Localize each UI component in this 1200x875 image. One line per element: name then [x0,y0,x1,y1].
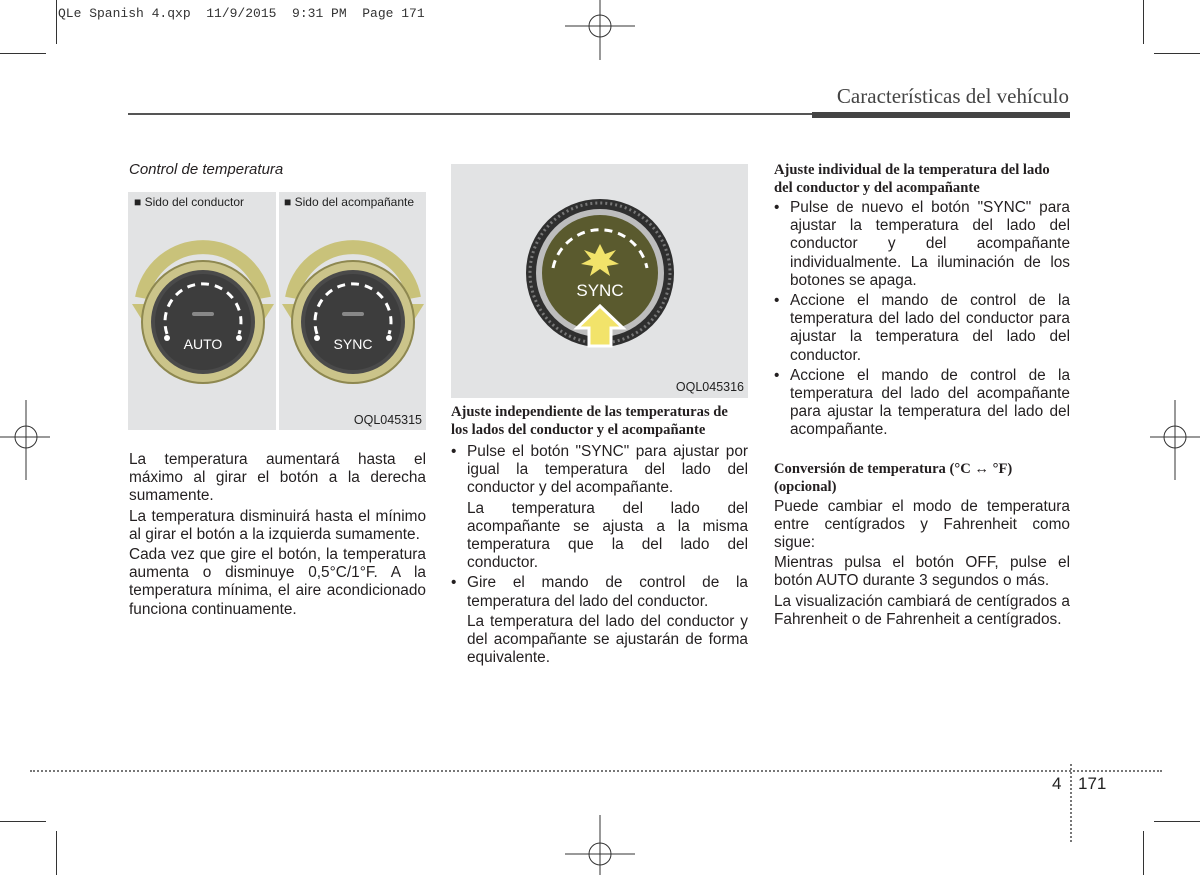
column-3-body [774,161,1070,631]
chapter-number: 4 [1052,774,1062,793]
paragraph: La visualización cambiará de centígrados a Fahrenheit o de Fahrenheit a centígrados. [774,592,1070,628]
knob-driver [132,234,274,394]
subsection-heading: Ajuste individual de la temperatura del lado del conductor y del acompañante [774,162,1050,196]
paragraph: La temperatura aumentará hasta el máximo al girar el botón a la derecha sumamente. [129,451,426,505]
square-bullet-icon: ■ [284,195,292,209]
paragraph: La temperatura disminuirá hasta el mínimo al girar el botón a la izquierda sumamente. [129,507,426,543]
section-title: Control de temperatura [129,161,284,178]
column-1 [129,161,426,187]
registration-mark-right [1150,400,1200,480]
figure-code: OQL045315 [353,413,422,427]
figure-label-driver: ■ Sido del conductor [134,195,244,209]
paragraph: Mientras pulsa el botón OFF, pulse el botón AUTO durante 3 segundos o más. [774,554,1070,590]
bullet-item: • Accione el mando de control de la temperatura del lado del acompañante para ajustar la temperatura del lado del acompañante. [774,367,1070,440]
bullet-item: • Pulse de nuevo el botón "SYNC" para ajustar la temperatura del lado del conductor y del acompañante individualmente. La iluminación de los botones se apaga. [774,199,1070,290]
figure-code: OQL045316 [675,380,744,394]
footer-separator [1070,764,1072,842]
square-bullet-icon: ■ [134,195,142,209]
sync-knob-label: SYNC [576,281,624,300]
subsection-heading: Conversión de temperatura (°C ↔ °F) (opcional) [774,460,1013,495]
page-number: 171 [1078,774,1107,793]
figure-temperature-knobs [128,192,426,430]
bullet-continuation: La temperatura del lado del acompañante se ajusta a la misma temperatura que la del lado del conductor. [467,499,748,572]
column-2-body [451,403,748,669]
registration-mark-bottom [565,815,635,875]
bullet-item: • Accione el mando de control de la temperatura del lado del conductor para ajustar la temperatura del lado del conductor. [774,292,1070,365]
knob-passenger [282,234,424,394]
bullet-continuation: La temperatura del lado del conductor y del acompañante se ajustarán de forma equivalente. [467,612,748,667]
paragraph: Puede cambiar el modo de temperatura entre centígrados y Fahrenheit como sigue: [774,497,1070,552]
running-header-title: Características del vehículo [836,84,1069,108]
paragraph: Cada vez que gire el botón, la temperatura aumenta o disminuye 0,5°C/1°F. A la temperatura mínima, el aire acondicionado funciona continuamente. [129,546,426,618]
figure-label-passenger: ■ Sido del acompañante [284,195,415,209]
registration-mark-top [565,0,635,60]
bullet-item: • Pulse el botón "SYNC" para ajustar por igual la temperatura del lado del conductor y del acompañante. [451,443,748,498]
column-1-body [129,451,426,621]
registration-mark-left [0,400,50,480]
printer-slug: QLe Spanish 4.qxp 11/9/2015 9:31 PM Page 171 [58,6,425,21]
header-rule-accent [812,112,1070,118]
knob-passenger-label: SYNC [333,336,373,352]
footer-rule [30,770,1162,772]
bullet-item: • Gire el mando de control de la temperatura del lado del conductor. [451,574,748,610]
subsection-heading: Ajuste independiente de las temperaturas de los lados del conductor y el acompañante [451,404,728,438]
sync-knob [523,196,677,356]
figure-divider [276,192,279,430]
figure-sync-button [451,164,748,398]
knob-driver-label: AUTO [183,336,223,352]
